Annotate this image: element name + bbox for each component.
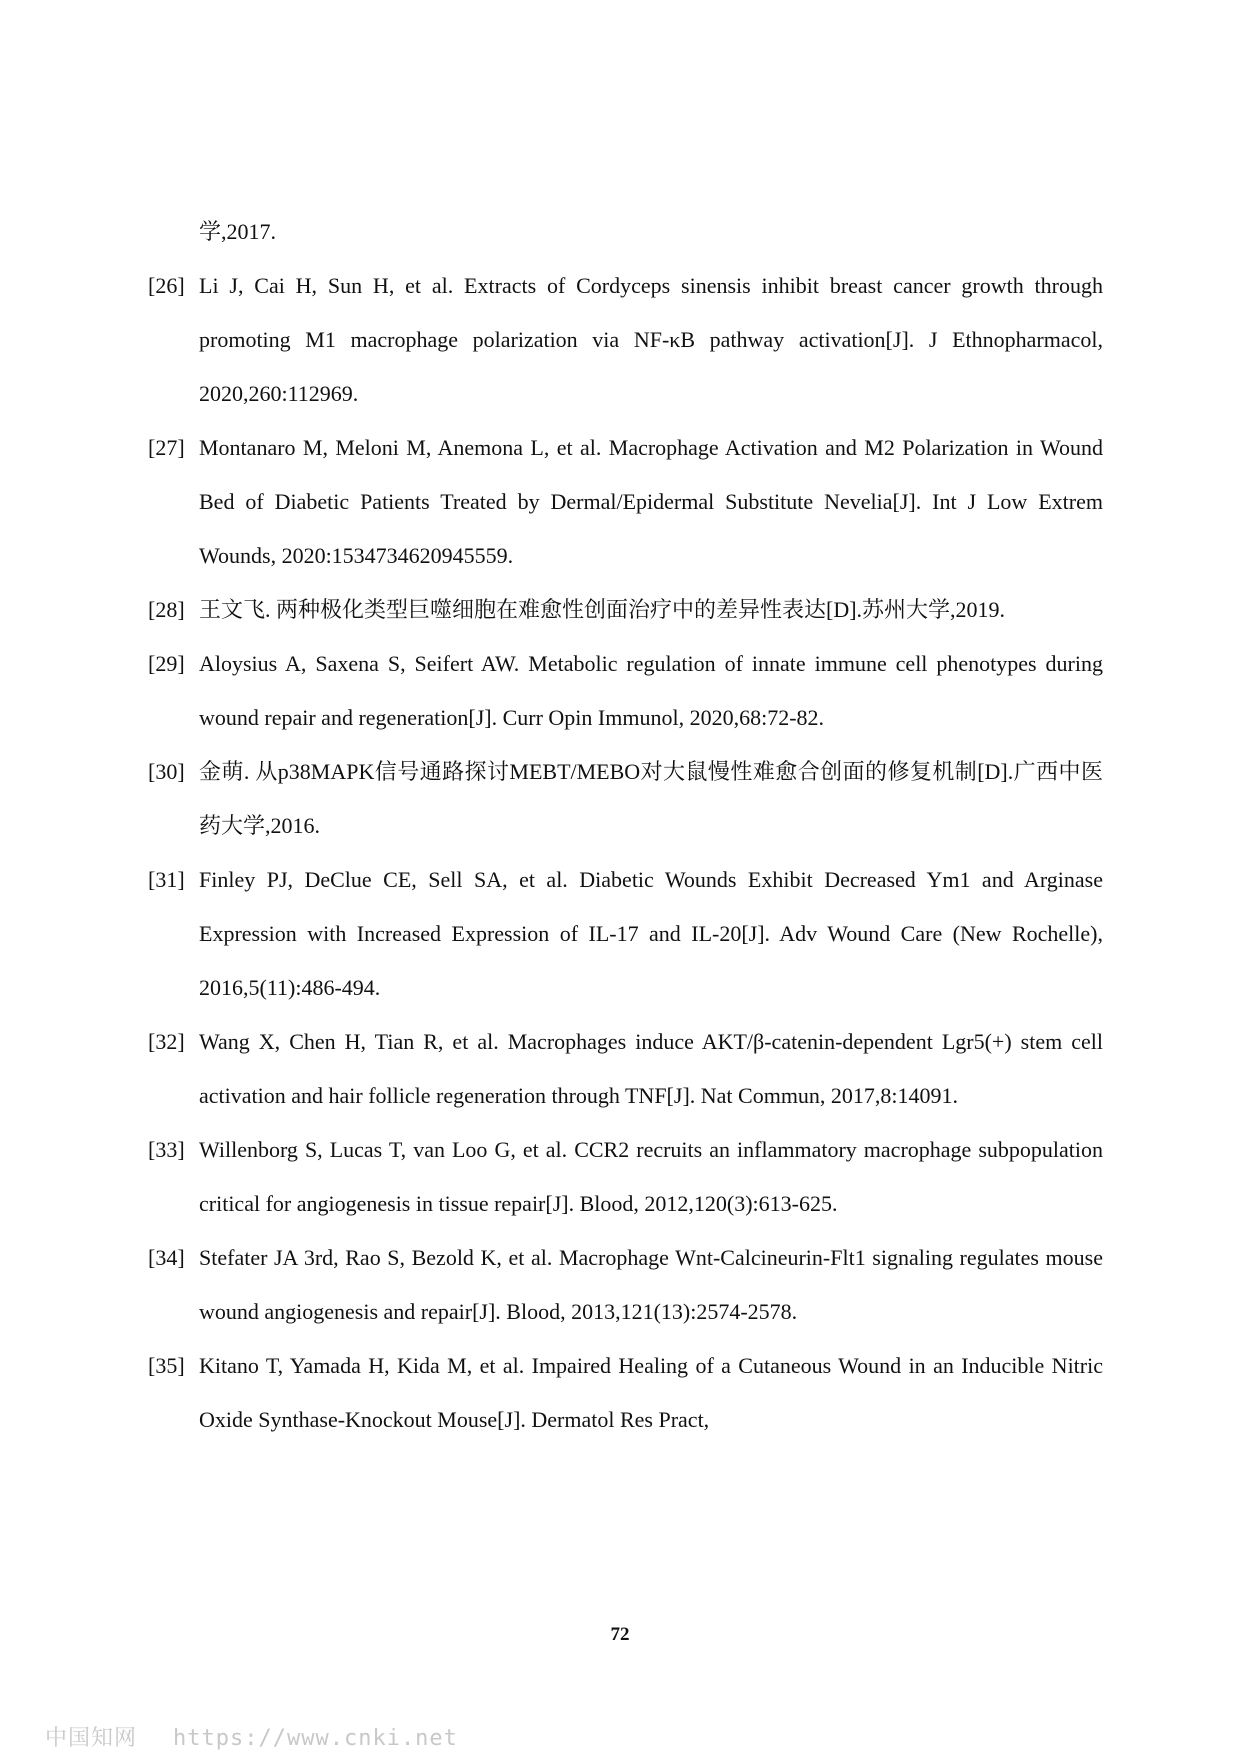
reference-item [148, 1015, 1103, 1123]
reference-number: [33] [148, 1137, 185, 1162]
reference-text: Wang X, Chen H, Tian R, et al. Macrophages induce AKT/β-catenin-dependent Lgr5(+) stem cell activation and hair follicle regeneration through TNF[J]. Nat Commun, 2017,8:14091. [199, 1029, 1103, 1108]
reference-item [148, 421, 1103, 583]
reference-text: 王文飞. 两种极化类型巨噬细胞在难愈性创面治疗中的差异性表达[D].苏州大学,2019. [199, 597, 1006, 622]
reference-text: Willenborg S, Lucas T, van Loo G, et al. CCR2 recruits an inflammatory macrophage subpopulation critical for angiogenesis in tissue repair[J]. Blood, 2012,120(3):613-625. [199, 1137, 1103, 1216]
reference-number: [29] [148, 651, 185, 676]
reference-number: [27] [148, 435, 185, 460]
reference-text: Kitano T, Yamada H, Kida M, et al. Impaired Healing of a Cutaneous Wound in an Inducible Nitric Oxide Synthase-Knockout Mouse[J]. Dermatol Res Pract, [199, 1353, 1103, 1432]
reference-number: [34] [148, 1245, 185, 1270]
page-number: 72 [610, 1624, 630, 1645]
reference-number: [30] [148, 759, 185, 784]
reference-item [148, 1339, 1103, 1447]
reference-item [148, 853, 1103, 1015]
reference-number: [31] [148, 867, 185, 892]
reference-item [148, 1231, 1103, 1339]
reference-text: 金萌. 从p38MAPK信号通路探讨MEBT/MEBO对大鼠慢性难愈合创面的修复机制[D].广西中医药大学,2016. [199, 759, 1103, 838]
reference-text: Aloysius A, Saxena S, Seifert AW. Metabolic regulation of innate immune cell phenotypes during wound repair and regeneration[J]. Curr Opin Immunol, 2020,68:72-82. [199, 651, 1103, 730]
reference-list [148, 205, 1103, 1447]
reference-number: [35] [148, 1353, 185, 1378]
reference-text: Montanaro M, Meloni M, Anemona L, et al. Macrophage Activation and M2 Polarization in Wound Bed of Diabetic Patients Treated by Dermal/Epidermal Substitute Nevelia[J]. Int J Low Extrem Wounds, 2020:1534734620945559. [199, 435, 1103, 568]
reference-text: Li J, Cai H, Sun H, et al. Extracts of Cordyceps sinensis inhibit breast cancer growth through promoting M1 macrophage polarization via NF-κB pathway activation[J]. J Ethnopharmacol, 2020,260:112969. [199, 273, 1103, 406]
reference-text: Stefater JA 3rd, Rao S, Bezold K, et al. Macrophage Wnt-Calcineurin-Flt1 signaling regulates mouse wound angiogenesis and repair[J]. Blood, 2013,121(13):2574-2578. [199, 1245, 1103, 1324]
reference-text: Finley PJ, DeClue CE, Sell SA, et al. Diabetic Wounds Exhibit Decreased Ym1 and Arginase Expression with Increased Expression of IL-17 and IL-20[J]. Adv Wound Care (New Rochelle), 2016,5(11):486-494. [199, 867, 1103, 1000]
watermark-url: https://www.cnki.net [173, 1726, 458, 1751]
reference-number: [26] [148, 273, 185, 298]
reference-item [148, 637, 1103, 745]
reference-item [148, 259, 1103, 421]
cnki-watermark [45, 1721, 458, 1752]
reference-item [148, 745, 1103, 853]
watermark-site-name: 中国知网 [45, 1726, 138, 1751]
reference-number: [32] [148, 1029, 185, 1054]
reference-item [148, 1123, 1103, 1231]
reference-item [148, 583, 1103, 637]
reference-continuation: 学,2017. [199, 219, 277, 244]
reference-number: [28] [148, 597, 185, 622]
